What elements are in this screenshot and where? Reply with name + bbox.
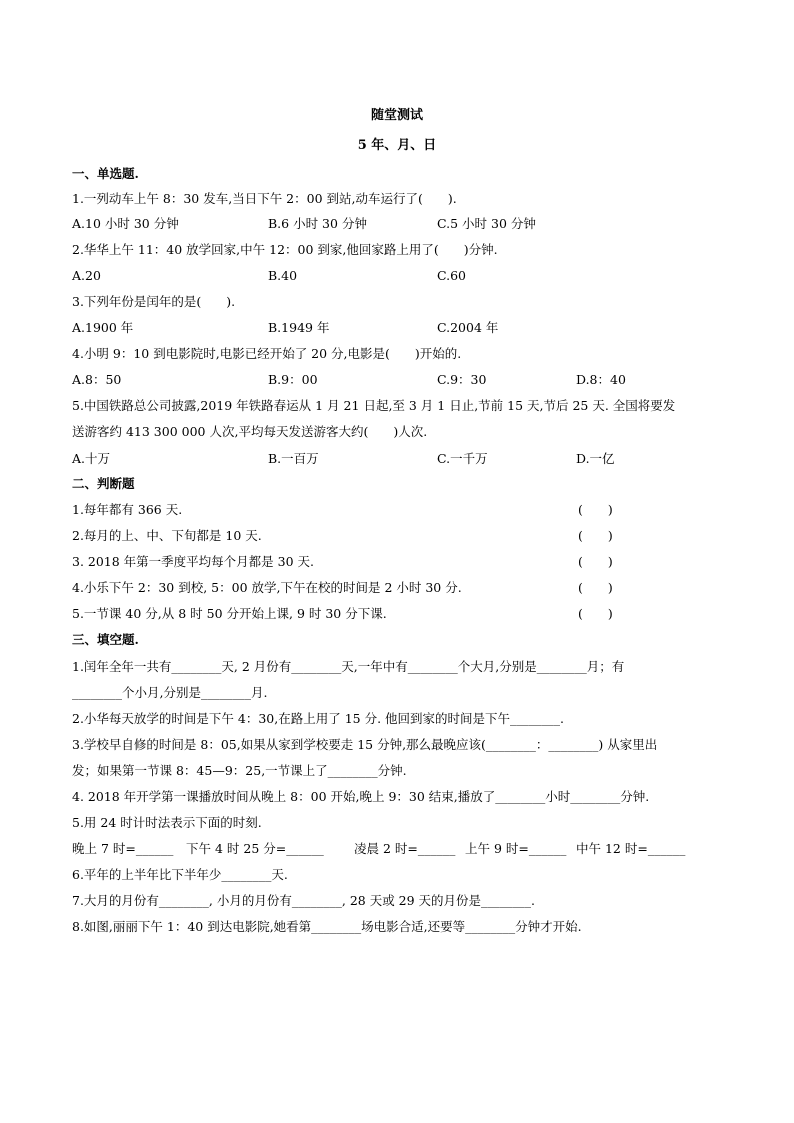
- question-3-option-c: C.2004 年: [437, 320, 499, 335]
- fill-line-1: 1.闰年全年一共有________天, 2 月份有________天,一年中有________个大月,分别是________月；有: [72, 659, 625, 674]
- question-3-stem: 3.下列年份是闰年的是( ).: [72, 294, 236, 309]
- judge-item-4: 4.小乐下午 2：30 到校, 5：00 放学,下午在校的时间是 2 小时 30 分.: [72, 580, 462, 595]
- time-conversion-evening-7: 晚上 7 时=______: [72, 841, 174, 856]
- question-2-option-a: A.20: [72, 268, 101, 283]
- fill-line-6: 6.平年的上半年比下半年少________天.: [72, 867, 288, 882]
- question-2-stem: 2.华华上午 11：40 放学回家,中午 12：00 到家,他回家路上用了( )分钟.: [72, 242, 498, 257]
- fill-line-3-cont: 发；如果第一节课 8：45—9：25,一节课上了________分钟.: [72, 763, 407, 778]
- page-title: 随堂测试: [370, 108, 423, 123]
- question-5-option-a: A.十万: [72, 451, 111, 466]
- question-4-stem: 4.小明 9：10 到电影院时,电影已经开始了 20 分,电影是( )开始的.: [72, 346, 462, 361]
- question-4-option-c: C.9：30: [437, 372, 487, 387]
- question-3-option-a: A.1900 年: [72, 320, 134, 335]
- time-conversion-early-morning-2: 凌晨 2 时=______: [354, 841, 456, 856]
- question-5-stem-line-2: 送游客约 413 300 000 人次,平均每天发送游客大约( )人次.: [72, 424, 428, 439]
- section-heading-single-choice: 一、单选题.: [72, 166, 139, 181]
- fill-line-4: 4. 2018 年开学第一课播放时间从晚上 8：00 开始,晚上 9：30 结束,播放了________小时________分钟.: [72, 789, 650, 804]
- judge-answer-blank-3: ( ): [578, 554, 613, 569]
- judge-answer-blank-4: ( ): [578, 580, 613, 595]
- judge-answer-blank-5: ( ): [578, 606, 613, 621]
- section-heading-true-false: 二、判断题: [72, 476, 135, 491]
- question-4-option-d: D.8：40: [576, 372, 626, 387]
- fill-line-5: 5.用 24 时计时法表示下面的时刻.: [72, 815, 262, 830]
- time-conversion-morning-9: 上午 9 时=______: [465, 841, 567, 856]
- question-4-option-a: A.8：50: [72, 372, 122, 387]
- question-4-option-b: B.9：00: [268, 372, 318, 387]
- question-1-option-b: B.6 小时 30 分钟: [268, 216, 367, 231]
- time-conversion-afternoon-4-25: 下午 4 时 25 分=______: [186, 841, 324, 856]
- question-5-stem-line-1: 5.中国铁路总公司披露,2019 年铁路春运从 1 月 21 日起,至 3 月 1 日止,节前 15 天,节后 25 天. 全国将要发: [72, 398, 676, 413]
- question-5-option-d: D.一亿: [576, 451, 615, 466]
- judge-answer-blank-1: ( ): [578, 502, 613, 517]
- question-2-option-c: C.60: [437, 268, 466, 283]
- question-1-stem: 1.一列动车上午 8：30 发车,当日下午 2：00 到站,动车运行了( ).: [72, 191, 457, 206]
- judge-item-5: 5.一节课 40 分,从 8 时 50 分开始上课, 9 时 30 分下课.: [72, 606, 387, 621]
- judge-item-1: 1.每年都有 366 天.: [72, 502, 183, 517]
- question-5-option-b: B.一百万: [268, 451, 319, 466]
- fill-line-7: 7.大月的月份有________, 小月的月份有________, 28 天或 29 天的月份是________.: [72, 893, 536, 908]
- fill-line-8: 8.如图,丽丽下午 1：40 到达电影院,她看第________场电影合适,还要等________分钟才开始.: [72, 919, 582, 934]
- question-2-option-b: B.40: [268, 268, 298, 283]
- judge-answer-blank-2: ( ): [578, 528, 613, 543]
- question-1-option-a: A.10 小时 30 分钟: [72, 216, 179, 231]
- fill-line-1-cont: ________个小月,分别是________月.: [72, 685, 268, 700]
- judge-item-3: 3. 2018 年第一季度平均每个月都是 30 天.: [72, 554, 315, 569]
- page-subtitle: 5 年、月、日: [357, 138, 437, 153]
- question-3-option-b: B.1949 年: [268, 320, 330, 335]
- judge-item-2: 2.每月的上、中、下旬都是 10 天.: [72, 528, 262, 543]
- time-conversion-noon-12: 中午 12 时=______: [576, 841, 686, 856]
- section-heading-fill-blank: 三、填空题.: [72, 632, 139, 647]
- fill-line-2: 2.小华每天放学的时间是下午 4：30,在路上用了 15 分. 他回到家的时间是下午________.: [72, 711, 565, 726]
- question-5-option-c: C.一千万: [437, 451, 488, 466]
- question-1-option-c: C.5 小时 30 分钟: [437, 216, 536, 231]
- fill-line-3: 3.学校早自修的时间是 8：05,如果从家到学校要走 15 分钟,那么最晚应该(________：________) 从家里出: [72, 737, 658, 752]
